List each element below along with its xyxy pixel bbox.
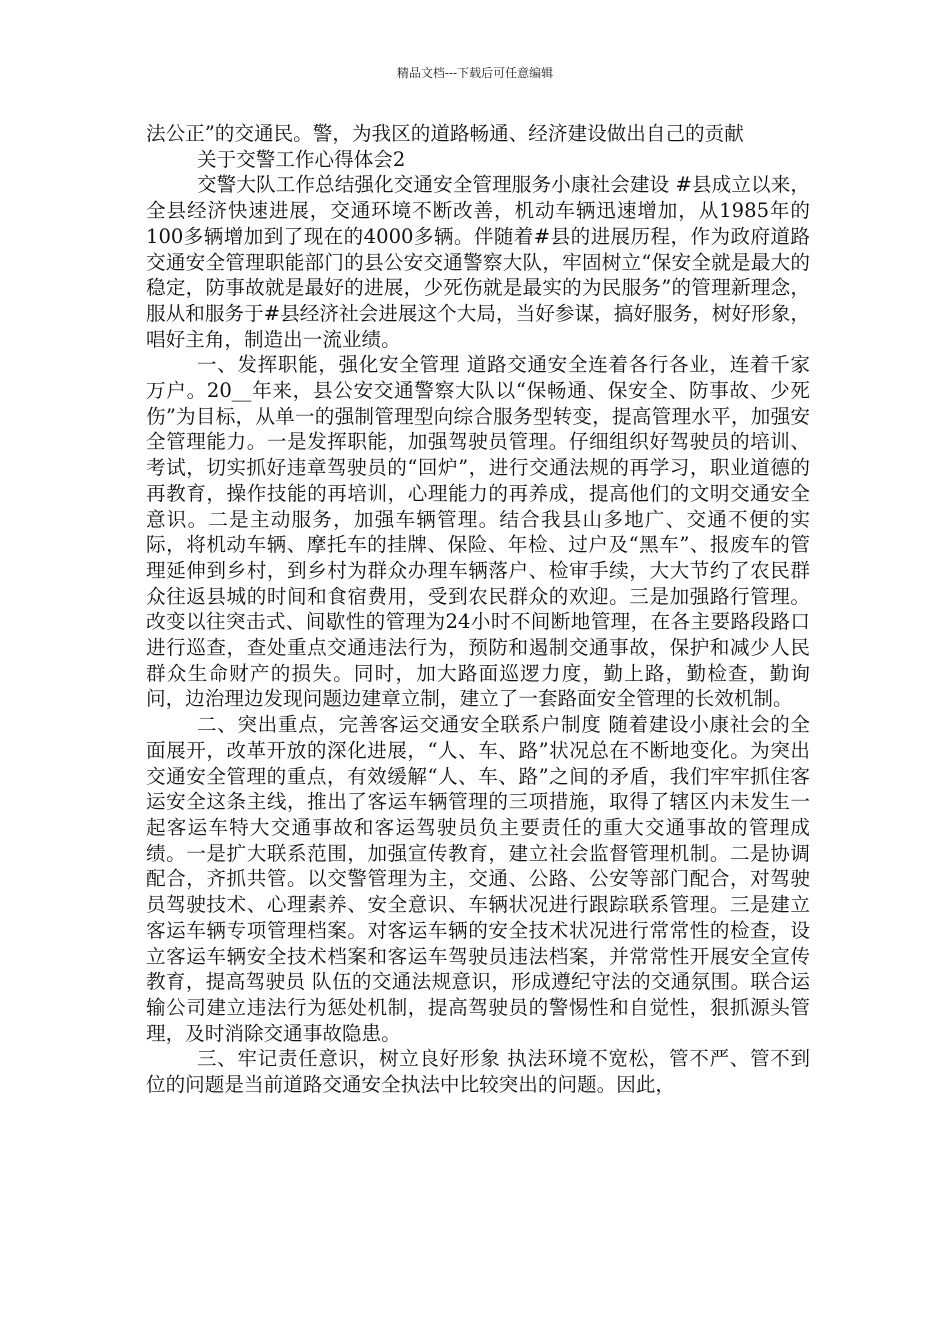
- paragraph-continuation: 法公正”的交通民。警，为我区的道路畅通、经济建设做出自己的贡献: [146, 122, 744, 145]
- paragraph-section-2: 二、突出重点，完善客运交通安全联系户制度 随着建设小康社会的全面展开，改革开放的深化进展，“人、车、路”状况总在不断地变化。为突出交通安全管理的重点，有效缓解“人、车、路”之间的矛盾，我们牢牢抓住客运安全这条主线，推出了客运车辆管理的三项措施，取得了辖区内未发生一起客运车特大交通事故和客运驾驶员负主要责任的重大交通事故的管理成绩。一是扩大联系范围，加强宣传教育，建立社会监督管理机制。二是协调配合，齐抓共管。以交警管理为主，交通、公路、公安等部门配合，对驾驶员驾驶技术、心理素养、安全意识、车辆状况进行跟踪联系管理。三是建立客运车辆专项管理档案。对客运车辆的安全技术状况进行常常性的检查，设立客运车辆安全技术档案和客运车驾驶员违法档案，并常常性开展安全宣传教育，提高驾驶员 队伍的交通法规意识，形成遵纪守法的交通氛围。联合运输公司建立违法行为惩处机制，提高驾驶员的警惕性和自觉性，狠抓源头管理，及时消除交通事故隐患。: [146, 713, 810, 1045]
- page-header: 精品文档---下载后可任意编辑: [396, 66, 554, 80]
- paragraph-section-3: 三、牢记责任意识，树立良好形象 执法环境不宽松，管不严、管不到位的问题是当前道路交通安全执法中比较突出的问题。因此，: [146, 1047, 810, 1097]
- document-body: [146, 121, 810, 1098]
- paragraph-section-1: 一、发挥职能，强化安全管理 道路交通安全连着各行各业，连着千家万户。20__年来，县公安交通警察大队以“保畅通、保安全、防事故、少死伤”为目标，从单一的强制管理型向综合服务型转变，提高管理水平，加强安全管理能力。一是发挥职能，加强驾驶员管理。仔细组织好驾驶员的培训、考试，切实抓好违章驾驶员的“回炉”，进行交通法规的再学习，职业道德的再教育，操作技能的再培训，心理能力的再养成，提高他们的文明交通安全意识。二是主动服务，加强车辆管理。结合我县山多地广、交通不便的实际，将机动车辆、摩托车的挂牌、保险、年检、过户及“黑车”、报废车的管理延伸到乡村，到乡村为群众办理车辆落户、检审手续，大大节约了农民群众往返县城的时间和食宿费用，受到农民群众的欢迎。三是加强路行管理。改变以往突击式、间歇性的管理为24小时不间断地管理，在各主要路段路口进行巡查，查处重点交通违法行为，预防和遏制交通事故，保护和减少人民群众生命财产的损失。同时，加大路面巡逻力度，勤上路，勤检查，勤询问，边治理边发现问题边建章立制，建立了一套路面安全管理的长效机制。: [146, 353, 810, 711]
- paragraph-intro: 交警大队工作总结强化交通安全管理服务小康社会建设 #县成立以来，全县经济快速进展，交通环境不断改善，机动车辆迅速增加，从1985年的100多辆增加到了现在的4000多辆。伴随着#县的进展历程，作为政府道路交通安全管理职能部门的县公安交通警察大队，牢固树立“保安全就是最大的稳定，防事故就是最好的进展，少死伤就是最实的为民服务”的管理新理念，服从和服务于#县经济社会进展这个大局，当好参谋，搞好服务，树好形象，唱好主角，制造出一流业绩。: [146, 173, 810, 351]
- section-title: 关于交警工作心得体会2: [196, 147, 406, 171]
